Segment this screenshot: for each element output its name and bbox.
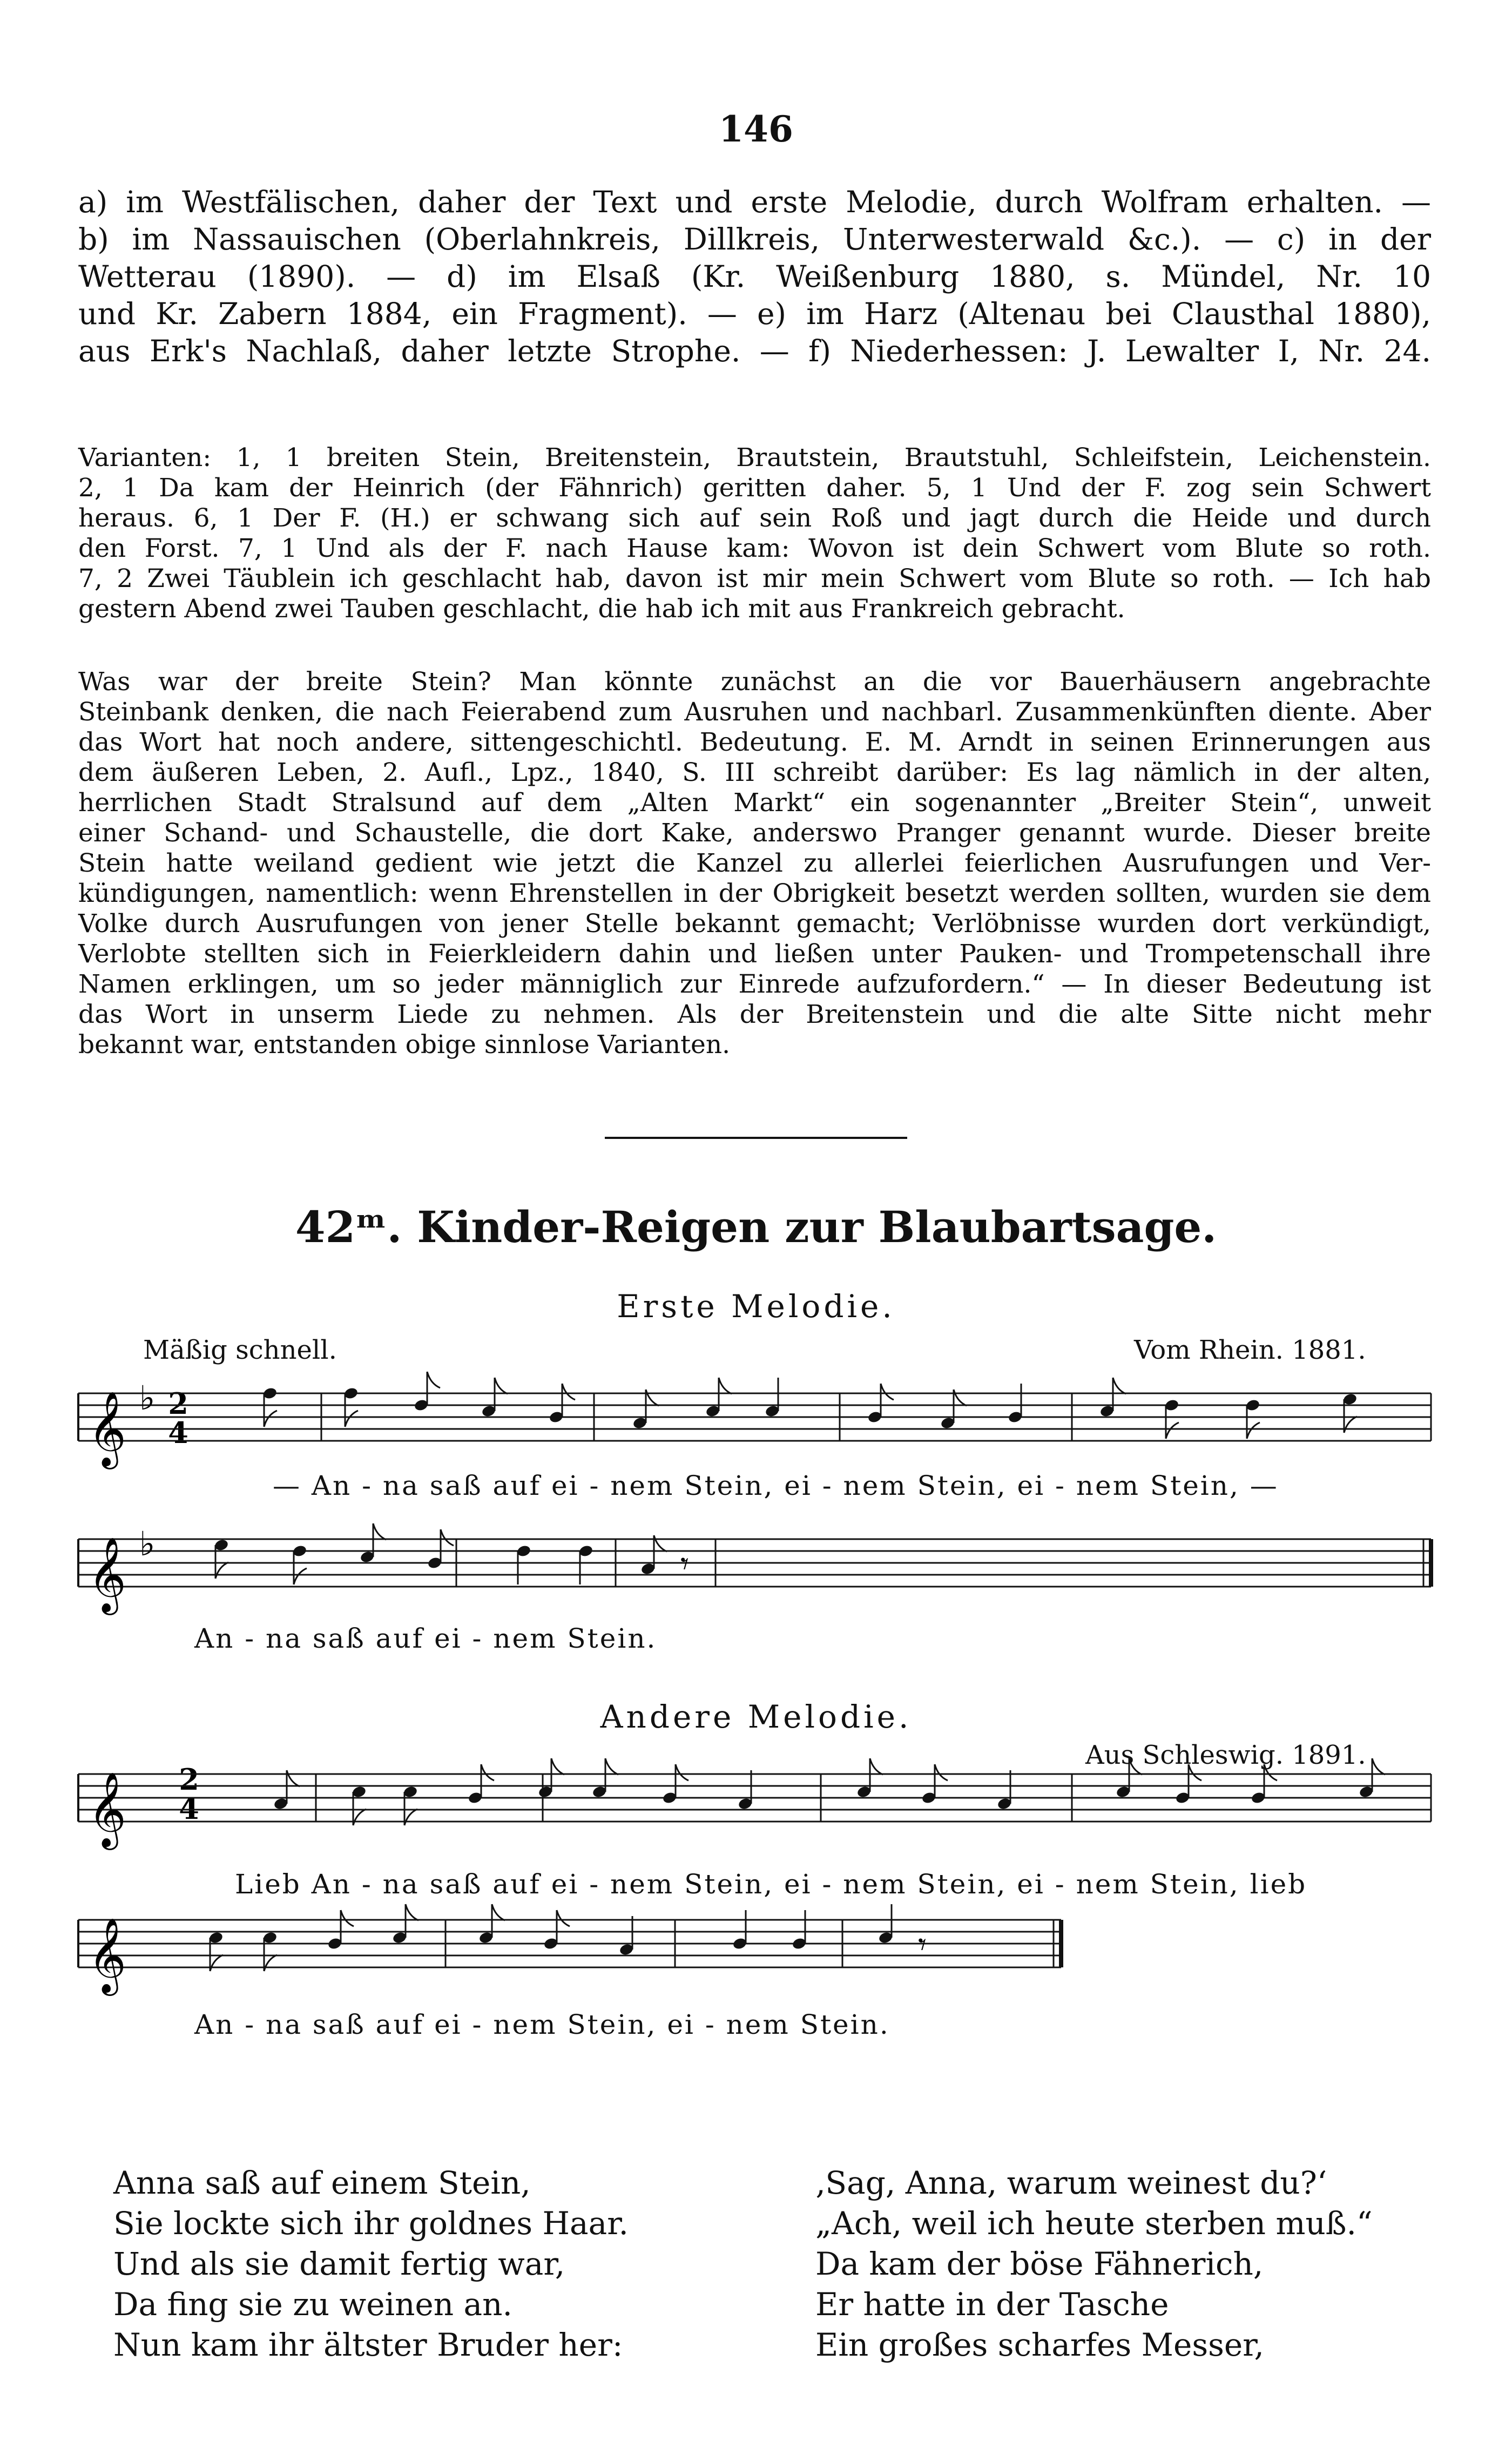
treble-clef-icon: 𝄞: [88, 1772, 126, 1847]
note-flag: [441, 1529, 454, 1546]
note-flag: [1129, 1758, 1142, 1775]
note-flag: [404, 1809, 417, 1825]
rest-icon: 𝄾: [918, 1926, 927, 1964]
text-line: das Wort in unserm Liede zu nehmen. Als der Breitenstein und die alte Sitte nicht mehr: [78, 1000, 1431, 1029]
verse-right: [815, 2163, 1373, 2365]
note-flag: [210, 1955, 223, 1971]
rest-icon: 𝄾: [680, 1545, 689, 1583]
treble-clef-icon: 𝄞: [88, 1537, 126, 1612]
melody-heading: Erste Melodie.: [617, 1288, 895, 1325]
note-flag: [935, 1764, 948, 1781]
flat-sign-icon: ♭: [139, 1378, 156, 1418]
note-flag: [495, 1378, 508, 1394]
note-flag: [215, 1562, 228, 1579]
verse-line: Ein großes scharfes Messer,: [815, 2326, 1264, 2363]
time-signature-top: 2: [179, 1762, 199, 1797]
text-line: Namen erklingen, um so jeder männiglich zur Einrede aufzufordern.“ — In dieser Bedeutung ist: [78, 969, 1431, 999]
flat-sign-icon: ♭: [139, 1524, 156, 1563]
note-flag: [481, 1764, 494, 1781]
lyrics-line: Lieb An - na saß auf ei - nem Stein, ei - nem Stein, ei - nem Stein, lieb: [235, 1869, 1307, 1900]
note-flag: [264, 1411, 277, 1427]
text-line: Stein hatte weiland gedient wie jetzt die Kanzel zu allerlei feierlichen Ausrufungen und Ver-: [78, 848, 1431, 878]
note-flag: [881, 1384, 894, 1400]
text-line: Verlobte stellten sich in Feierkleidern dahin und ließen unter Pauken- und Trompetenschall ihre: [78, 939, 1431, 969]
tempo-marking: Mäßig schnell.: [143, 1335, 337, 1365]
note-flag: [1344, 1417, 1357, 1433]
note-flag: [562, 1384, 575, 1400]
text-line: dem äußeren Leben, 2. Aufl., Lpz., 1840, S. III schreibt darüber: Es lag nämlich in der alten,: [78, 758, 1431, 787]
text-line: einer Schand- und Schaustelle, die dort Kake, anderswo Pranger genannt wurde. Dieser breite: [78, 818, 1431, 848]
verse-line: Sie lockte sich ihr goldnes Haar.: [113, 2205, 629, 2242]
note-flag: [345, 1411, 358, 1427]
note-flag: [551, 1758, 564, 1775]
note-flag: [870, 1758, 883, 1775]
note-flag: [287, 1770, 300, 1786]
note-flag: [427, 1372, 440, 1388]
treble-clef-icon: 𝄞: [88, 1918, 126, 1993]
note-flag: [353, 1809, 366, 1825]
note-flag: [1166, 1422, 1179, 1439]
text-line: Varianten: 1, 1 breiten Stein, Breitenstein, Brautstein, Brautstuhl, Schleifstein, Leichenstein.: [78, 443, 1431, 473]
note-flag: [1372, 1758, 1385, 1775]
note-flag: [1113, 1378, 1126, 1394]
verse-line: „Ach, weil ich heute sterben muß.“: [815, 2205, 1373, 2242]
note-flag: [1247, 1422, 1260, 1439]
text-line: b) im Nassauischen (Oberlahnkreis, Dillkreis, Unterwesterwald &c.). — c) in der: [78, 222, 1431, 257]
note-flag: [264, 1955, 277, 1971]
melody-heading: Andere Melodie.: [600, 1698, 912, 1735]
treble-clef-icon: 𝄞: [88, 1391, 126, 1466]
lyrics-line: — An - na saß auf ei - nem Stein, ei - nem Stein, ei - nem Stein, —: [273, 1470, 1279, 1501]
verse-left: [113, 2163, 629, 2365]
text-line: den Forst. 7, 1 Und als der F. nach Hause kam: Wovon ist dein Schwert vom Blute so roth.: [78, 534, 1431, 563]
note-flag: [605, 1758, 618, 1775]
note-flag: [1189, 1764, 1202, 1781]
text-line: Was war der breite Stein? Man könnte zunächst an die vor Bauerhäusern angebrachte: [78, 667, 1431, 697]
note-flag: [341, 1910, 354, 1926]
time-signature-bottom: 4: [179, 1791, 199, 1826]
page-number: 146: [719, 108, 793, 150]
verse-line: Nun kam ihr ältster Bruder her:: [113, 2326, 623, 2363]
time-signature-bottom: 4: [168, 1415, 188, 1450]
text-line: 7, 2 Zwei Täublein ich geschlacht hab, davon ist mir mein Schwert vom Blute so roth. — Ich hab: [78, 564, 1431, 594]
note-flag: [676, 1764, 688, 1781]
text-line: gestern Abend zwei Tauben geschlacht, die hab ich mit aus Frankreich gebracht.: [78, 594, 1125, 624]
note-flag: [492, 1904, 505, 1920]
note-flag: [406, 1904, 418, 1920]
text-line: aus Erk's Nachlaß, daher letzte Strophe. — f) Niederhessen: J. Lewalter I, Nr. 24.: [78, 334, 1431, 368]
note-flag: [646, 1390, 659, 1406]
text-line: heraus. 6, 1 Der F. (H.) er schwang sich auf sein Roß und jagt durch die Heide und durch: [78, 503, 1431, 533]
note-flag: [719, 1378, 732, 1394]
note-flag: [294, 1568, 307, 1584]
text-line: herrlichen Stadt Stralsund auf dem „Alten Markt“ ein sogenannter „Breiter Stein“, unweit: [78, 788, 1431, 818]
verse-line: Und als sie damit fertig war,: [113, 2245, 565, 2282]
note-flag: [654, 1535, 667, 1552]
text-line: Volke durch Ausrufungen von jener Stelle bekannt gemacht; Verlöbnisse wurden dort verkündigt,: [78, 909, 1431, 939]
note-flag: [373, 1523, 386, 1540]
text-line: 2, 1 Da kam der Heinrich (der Fähnrich) geritten daher. 5, 1 Und der F. zog sein Schwert: [78, 473, 1431, 503]
note-flag: [1264, 1764, 1277, 1781]
note-flag: [557, 1910, 570, 1926]
verse-line: ‚Sag, Anna, warum weinest du?‘: [815, 2164, 1327, 2201]
verse-line: Da fing sie zu weinen an.: [113, 2286, 512, 2323]
verse-line: Da kam der böse Fähnerich,: [815, 2245, 1264, 2282]
verse-line: Er hatte in der Tasche: [815, 2286, 1169, 2323]
text-line: und Kr. Zabern 1884, ein Fragment). — e) im Harz (Altenau bei Clausthal 1880),: [78, 296, 1431, 331]
note-flag: [954, 1390, 967, 1406]
melody-source: Vom Rhein. 1881.: [1134, 1335, 1366, 1365]
song-title: 42ᵐ. Kinder-Reigen zur Blaubartsage.: [295, 1202, 1217, 1252]
text-line: bekannt war, entstanden obige sinnlose Varianten.: [78, 1030, 731, 1060]
text-line: kündigungen, namentlich: wenn Ehrenstellen in der Obrigkeit besetzt werden sollten, wurden sie dem: [78, 879, 1431, 908]
time-signature-top: 2: [168, 1386, 188, 1421]
text-line: das Wort hat noch andere, sittengeschichtl. Bedeutung. E. M. Arndt in seinen Erinnerungen aus: [78, 727, 1431, 757]
text-line: Wetterau (1890). — d) im Elsaß (Kr. Weißenburg 1880, s. Mündel, Nr. 10: [78, 259, 1431, 294]
verse-line: Anna saß auf einem Stein,: [113, 2164, 531, 2201]
lyrics-line: An - na saß auf ei - nem Stein, ei - nem Stein.: [194, 2009, 890, 2040]
text-line: a) im Westfälischen, daher der Text und erste Melodie, durch Wolfram erhalten. —: [78, 185, 1431, 219]
melody-source: Aus Schleswig. 1891.: [1085, 1740, 1366, 1770]
lyrics-line: An - na saß auf ei - nem Stein.: [194, 1623, 657, 1654]
text-line: Steinbank denken, die nach Feierabend zum Ausruhen und nachbarl. Zusammenkünften diente. Aber: [78, 697, 1431, 727]
